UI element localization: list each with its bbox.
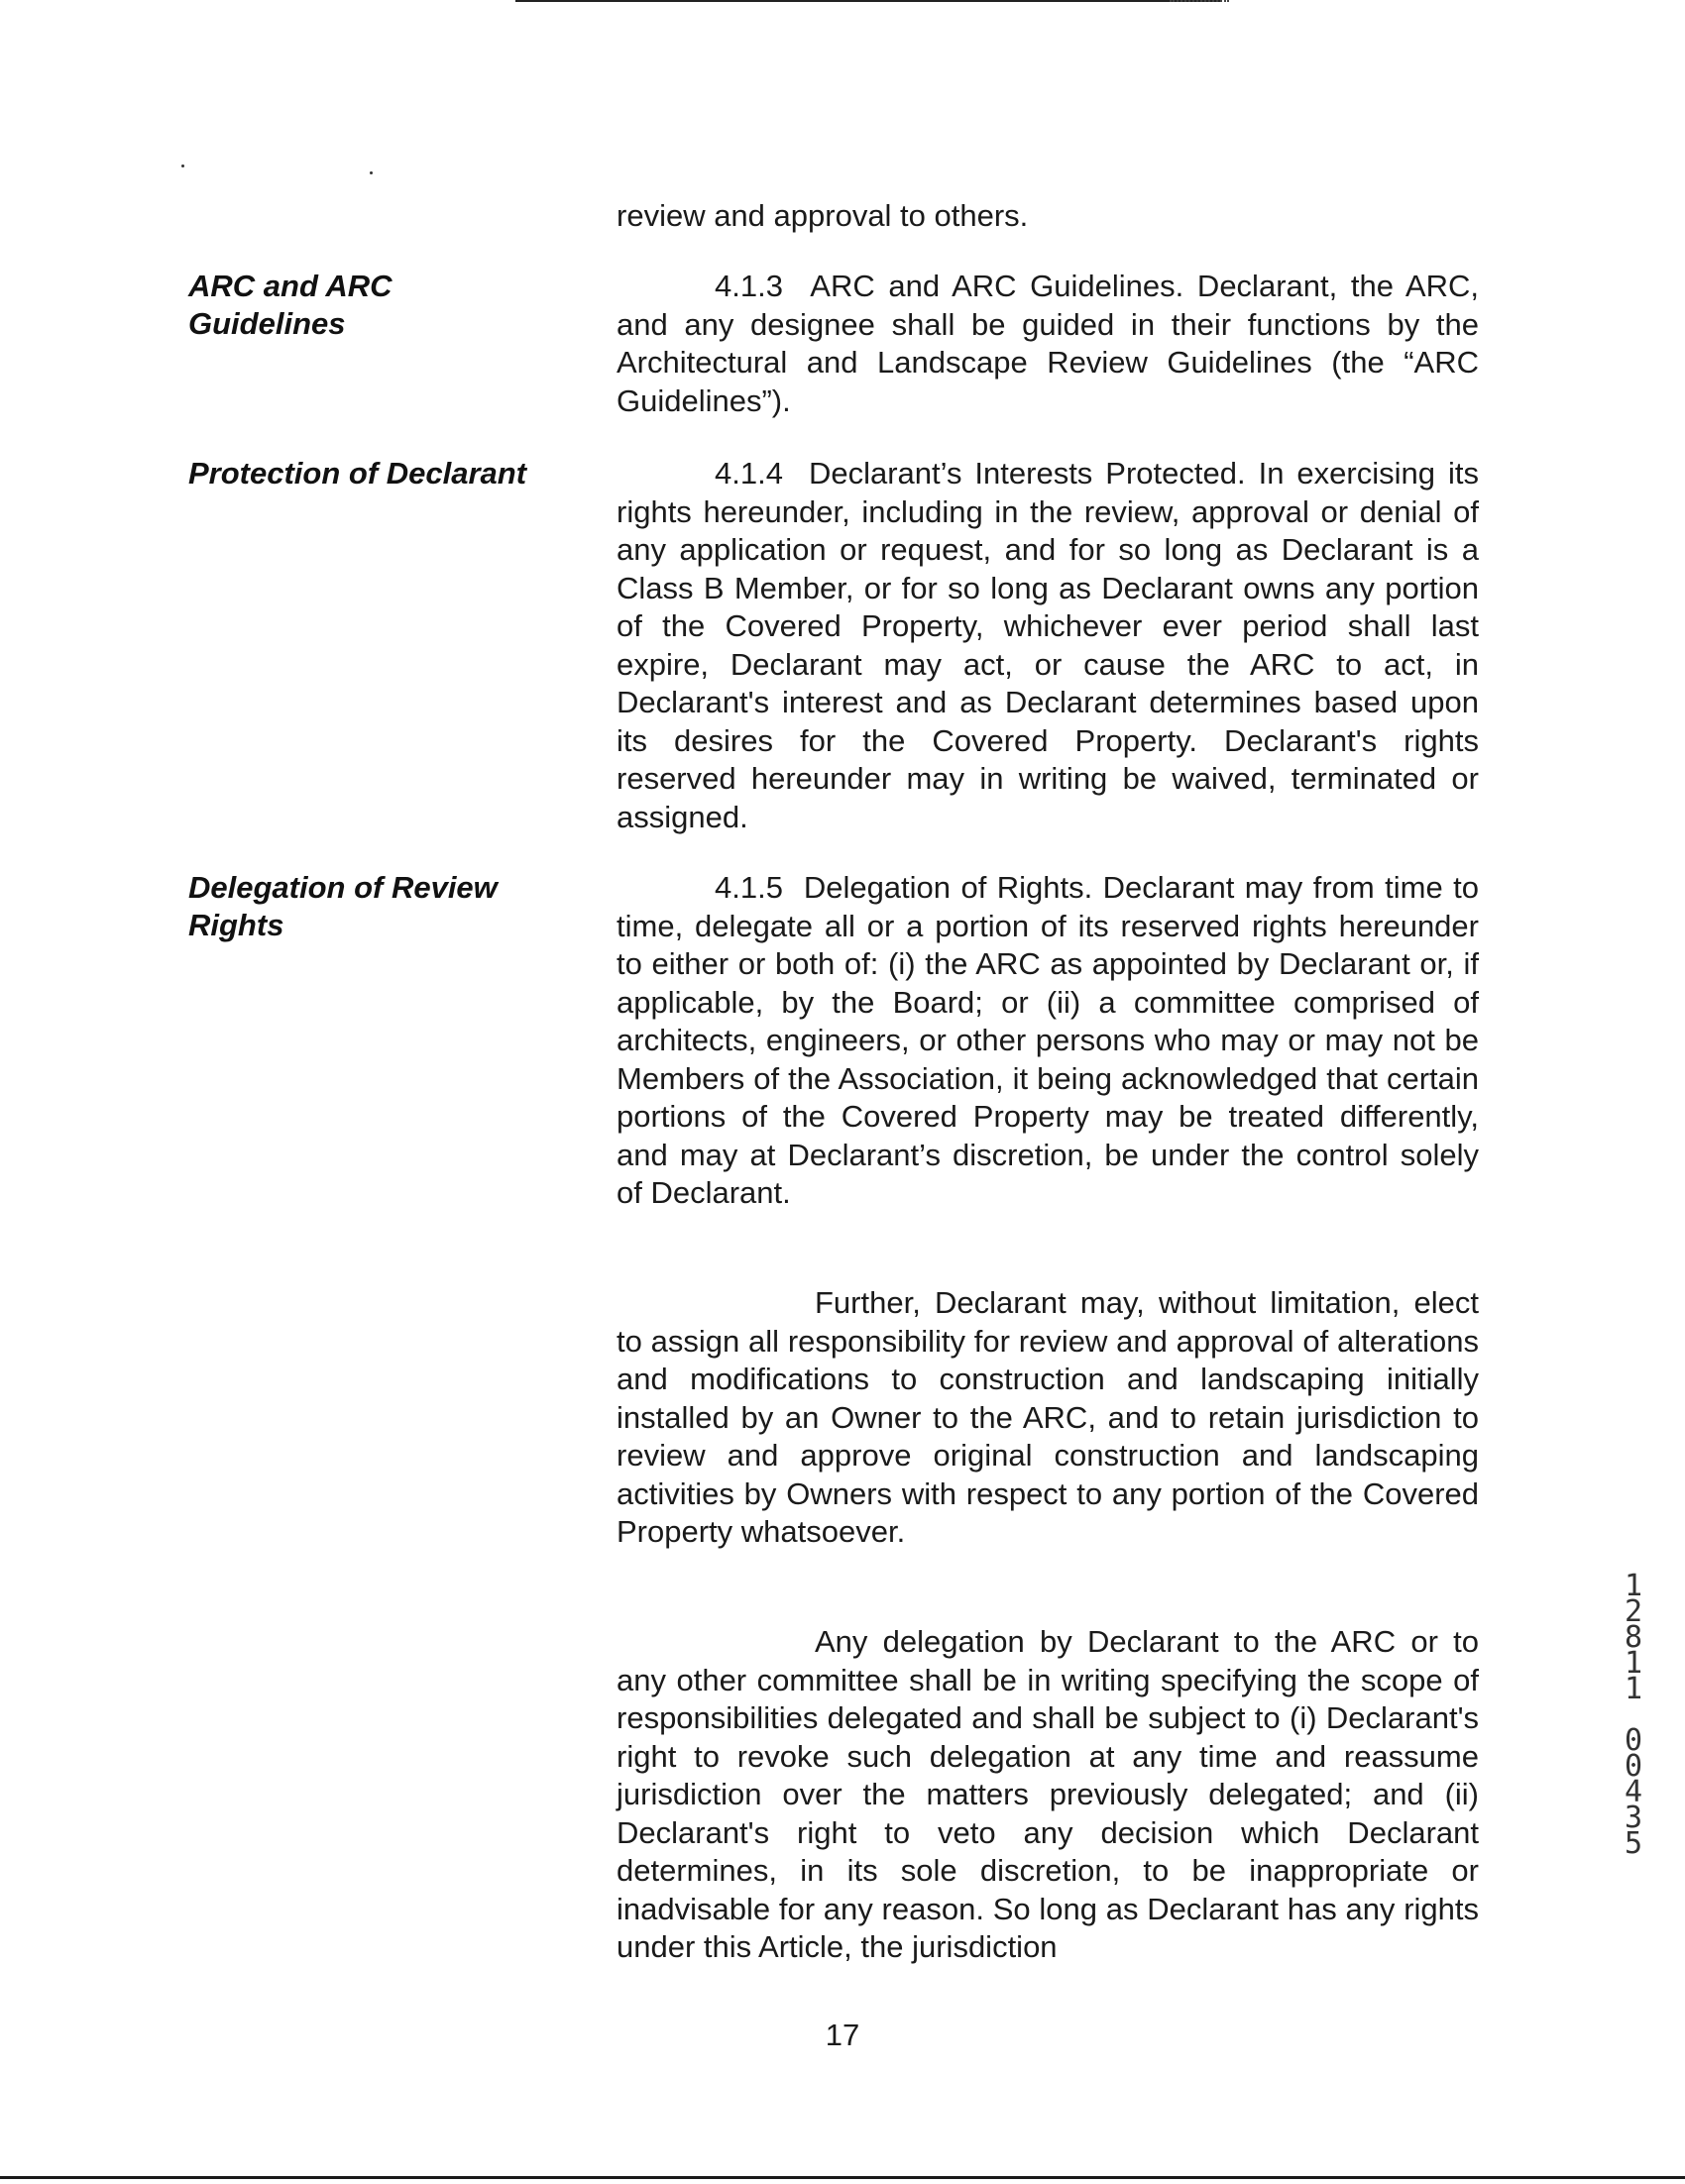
page-number: 17 [825, 2018, 860, 2052]
section-4-1-3 [617, 268, 1479, 420]
recording-stamp-char: 4 [1624, 1775, 1643, 1809]
section-number: 4.1.4 [715, 456, 783, 491]
recording-stamp-char: 1 [1624, 1672, 1643, 1706]
side-heading-line: Guidelines [188, 306, 346, 341]
section-text: Declarant’s Interests Protected. In exercising its rights hereunder, including in the review, approval or denial of any application or request, and for so long as Declarant is a Class B Member, or for so long as Declarant owns any portion of the Covered Property, whichever ever period shall last expire, Declarant may act, or cause the ARC to act, in Declarant's interest and as Declarant determines based upon its desires for the Covered Property. Declarant's rights reserved hereunder may in writing be waived, terminated or assigned. [617, 456, 1479, 834]
paragraph-text: Further, Declarant may, without limitation, elect to assign all responsibility for review and approval of alterations and modifications to construction and landscaping initially installed by an Owner to the ARC, and to retain jurisdiction to review and approve original construction and landscaping activities by Owners with respect to any portion of the Covered Property whatsoever. [617, 1285, 1479, 1549]
recording-stamp-char: 0 [1624, 1723, 1643, 1758]
scan-speck [181, 164, 184, 167]
section-4-1-5 [617, 869, 1479, 1213]
side-heading-arc-guidelines [188, 268, 585, 343]
section-text: ARC and ARC Guidelines. Declarant, the ARC, and any designee shall be guided in their functions by the Architectural and Landscape Review Guidelines (the “ARC Guidelines”). [617, 269, 1479, 418]
section-4-1-4 [617, 455, 1479, 836]
continuation-text: review and approval to others. [617, 198, 1029, 233]
side-heading-line: Rights [188, 908, 284, 942]
paragraph-any-delegation [617, 1623, 1479, 1967]
top-scan-rule-dots [1170, 0, 1229, 4]
section-number: 4.1.3 [715, 269, 783, 303]
recording-stamp-char: 2 [1624, 1594, 1643, 1629]
side-heading-line: ARC and ARC [188, 269, 393, 303]
scan-speck [370, 171, 373, 174]
recording-stamp-char: 3 [1624, 1801, 1643, 1835]
paragraph-further [617, 1284, 1479, 1552]
side-heading-delegation-of-review-rights [188, 869, 585, 944]
bottom-scan-rule [0, 2176, 1685, 2179]
recording-stamp-char: 8 [1624, 1620, 1643, 1655]
recording-stamp [1614, 1569, 1653, 1861]
recording-stamp-char: 1 [1624, 1569, 1643, 1603]
side-heading-line: Protection of Declarant [188, 456, 527, 491]
recording-stamp-char: 1 [1624, 1646, 1643, 1681]
section-text: Delegation of Rights. Declarant may from time to time, delegate all or a portion of its reserved rights hereunder to either or both of: (i) the ARC as appointed by Declarant or, if applicable, by the Board; or (ii) a committee comprised of architects, engineers, or other persons who may or may not be Members of the Association, it being acknowledged that certain portions of the Covered Property may be treated differently, and may at Declarant’s discretion, be under the control solely of Declarant. [617, 870, 1479, 1210]
side-heading-line: Delegation of Review [188, 870, 498, 905]
top-scan-rule [515, 0, 1221, 2]
side-heading-protection-of-declarant [188, 455, 585, 492]
recording-stamp-char: 0 [1624, 1749, 1643, 1784]
recording-stamp-char: 5 [1624, 1826, 1643, 1861]
paragraph-text: Any delegation by Declarant to the ARC or to any other committee shall be in writing specifying the scope of responsibilities delegated and shall be subject to (i) Declarant's right to revoke such delegation at any time and reassume jurisdiction over the matters previously delegated; and (ii) Declarant's right to veto any decision which Declarant determines, in its sole discretion, to be inappropriate or inadvisable for any reason. So long as Declarant has any rights under this Article, the jurisdiction [617, 1624, 1479, 1964]
section-number: 4.1.5 [715, 870, 783, 905]
